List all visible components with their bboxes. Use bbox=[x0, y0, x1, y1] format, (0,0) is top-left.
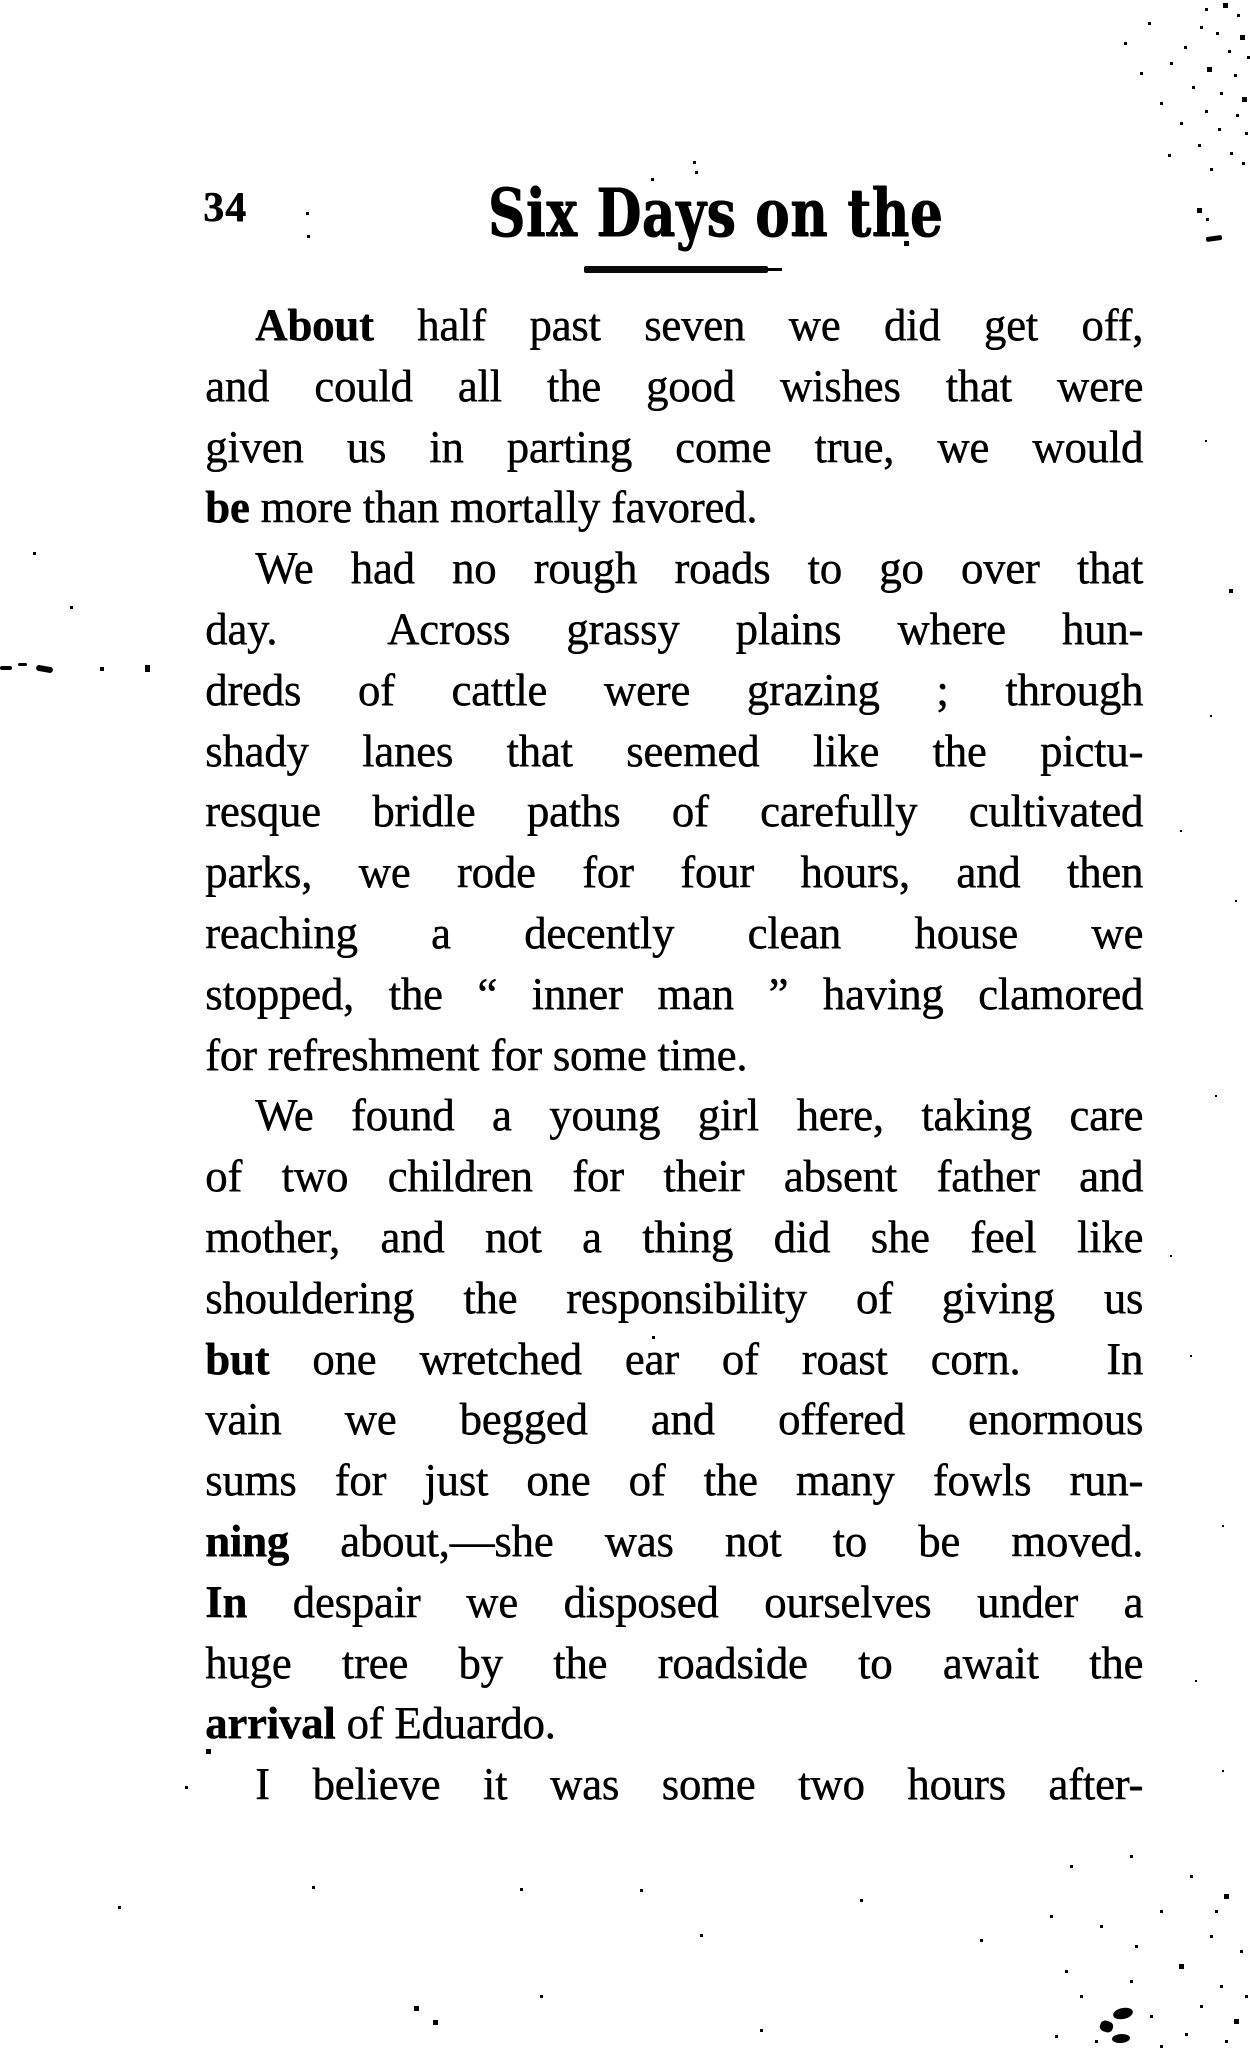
text-line bbox=[205, 903, 1143, 964]
scan-noise-left-mark bbox=[100, 667, 104, 671]
text-line bbox=[205, 1389, 1143, 1450]
text-line bbox=[205, 538, 1143, 599]
text-line bbox=[205, 721, 1143, 782]
scan-noise-blob bbox=[1112, 2006, 1134, 2021]
text-line bbox=[205, 1572, 1143, 1633]
text-run: of Eduardo. bbox=[346, 1698, 556, 1749]
text-run: dreds of cattle were grazing ; through bbox=[205, 664, 1143, 715]
text-line bbox=[205, 599, 1143, 660]
text-line bbox=[205, 660, 1143, 721]
text-run: day. Across grassy plains where hun- bbox=[205, 603, 1143, 654]
text-line bbox=[205, 781, 1143, 842]
text-run: half past seven we did get off, bbox=[417, 300, 1143, 350]
scan-noise-blob bbox=[1099, 2019, 1115, 2033]
text-run: one wretched ear of roast corn. In bbox=[312, 1333, 1144, 1384]
text-run: and could all the good wishes that were bbox=[205, 360, 1143, 411]
text-run: given us in parting come true, we would bbox=[205, 421, 1143, 472]
scan-noise-top-right bbox=[1110, 4, 1113, 7]
scan-noise-left-mark bbox=[145, 665, 150, 672]
text-run: shady lanes that seemed like the pictu- bbox=[205, 725, 1143, 776]
text-run: for refreshment for some time. bbox=[205, 1029, 748, 1080]
text-line bbox=[205, 964, 1143, 1025]
text-line bbox=[205, 295, 1143, 356]
text-run-bold: but bbox=[205, 1333, 313, 1384]
text-line bbox=[205, 477, 1143, 538]
scan-noise-bottom-right bbox=[1040, 1855, 1043, 1858]
text-run: huge tree by the roadside to await the bbox=[205, 1637, 1143, 1688]
text-run: mother, and not a thing did she feel like bbox=[205, 1211, 1143, 1262]
scan-noise-dash bbox=[1206, 235, 1223, 242]
text-run: sums for just one of the many fowls run- bbox=[205, 1455, 1143, 1506]
text-line bbox=[205, 1146, 1143, 1207]
text-run: parks, we rode for four hours, and then bbox=[205, 847, 1143, 898]
text-line bbox=[205, 1268, 1143, 1329]
text-line bbox=[205, 1450, 1143, 1511]
scan-noise-blob bbox=[1112, 2033, 1131, 2043]
scan-noise-right-margin bbox=[1160, 300, 1162, 302]
running-head-title: Six Days on the bbox=[488, 174, 944, 252]
text-run: vain we begged and offered enormous bbox=[205, 1394, 1143, 1445]
text-run: about,—she was not to be moved. bbox=[340, 1515, 1143, 1566]
text-run: resque bridle paths of carefully cultivated bbox=[205, 786, 1143, 837]
text-line bbox=[205, 1633, 1143, 1694]
text-line bbox=[205, 842, 1143, 903]
text-line bbox=[205, 1693, 1143, 1754]
text-line bbox=[205, 1207, 1143, 1268]
text-line bbox=[205, 1329, 1143, 1390]
text-run: shouldering the responsibility of giving us bbox=[205, 1272, 1143, 1323]
text-run: stopped, the “ inner man ” having clamored bbox=[205, 968, 1143, 1019]
body-text bbox=[205, 295, 1143, 1815]
text-line bbox=[205, 1754, 1143, 1815]
text-run: We had no rough roads to go over that bbox=[255, 543, 1143, 594]
text-line bbox=[205, 1511, 1143, 1572]
text-line bbox=[205, 356, 1143, 417]
text-run: more than mortally favored. bbox=[260, 482, 758, 533]
text-line bbox=[205, 1085, 1143, 1146]
text-run: of two children for their absent father and bbox=[205, 1151, 1143, 1202]
text-run: We found a young girl here, taking care bbox=[255, 1090, 1143, 1141]
text-run-bold: arrival bbox=[205, 1698, 347, 1749]
text-run-bold: About bbox=[255, 300, 417, 350]
text-run: despair we disposed ourselves under a bbox=[292, 1576, 1143, 1627]
page-number: 34 bbox=[203, 185, 247, 231]
text-run: I believe it was some two hours after- bbox=[255, 1759, 1143, 1810]
scan-noise-misc bbox=[0, 0, 3, 3]
text-line bbox=[205, 1025, 1143, 1086]
text-run: reaching a decently clean house we bbox=[205, 907, 1143, 958]
header-rule bbox=[584, 266, 768, 273]
scan-noise-left-mark bbox=[18, 663, 27, 666]
text-run-bold: ning bbox=[205, 1515, 341, 1566]
text-run-bold: be bbox=[205, 482, 261, 533]
text-line bbox=[205, 417, 1143, 478]
scan-noise-left-mark bbox=[36, 665, 54, 674]
header-rule-tail bbox=[766, 268, 782, 271]
text-run-bold: In bbox=[205, 1576, 293, 1627]
scan-noise-left-mark bbox=[0, 666, 12, 670]
